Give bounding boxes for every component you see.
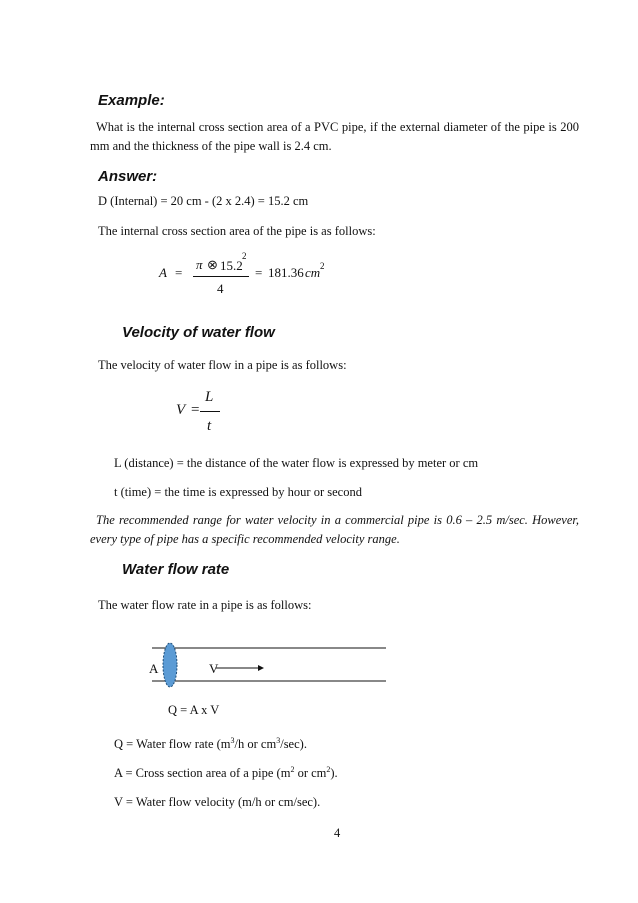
velocity-formula-equals: = <box>191 402 200 418</box>
area-formula-unit: cm <box>305 265 321 280</box>
flow-rate-def-v: V = Water flow velocity (m/h or cm/sec). <box>114 795 321 809</box>
pipe-diagram-graphic <box>140 640 390 690</box>
area-formula-equals: = <box>175 265 183 280</box>
velocity-def-time: t (time) = the time is expressed by hour or second <box>114 485 362 499</box>
page-number: 4 <box>334 826 341 840</box>
velocity-intro: The velocity of water flow in a pipe is as follows: <box>98 358 347 372</box>
answer-internal-diameter: D (Internal) = 20 cm - (2 x 2.4) = 15.2 cm <box>98 194 309 208</box>
pipe-cross-section <box>163 643 177 687</box>
pipe-label-a: A <box>149 661 159 676</box>
area-formula-pi: π <box>196 257 203 272</box>
velocity-def-distance: L (distance) = the distance of the water flow is expressed by meter or cm <box>114 456 479 470</box>
area-formula-result: 181.36 <box>268 265 304 280</box>
area-formula-unit-exponent: 2 <box>320 261 325 271</box>
flow-rate-heading: Water flow rate <box>122 561 230 578</box>
flow-rate-intro: The water flow rate in a pipe is as follows: <box>98 598 312 612</box>
area-formula-value: 15.2 <box>220 258 243 273</box>
velocity-arrow-head <box>258 665 264 671</box>
area-formula-op: ⊗ <box>207 257 218 272</box>
velocity-formula-denominator: t <box>207 418 212 434</box>
area-formula-lhs: A <box>159 265 167 280</box>
velocity-formula-lhs: V <box>176 402 186 418</box>
answer-heading: Answer: <box>98 168 158 185</box>
velocity-heading: Velocity of water flow <box>122 324 275 341</box>
flow-rate-def-q: Q = Water flow rate ($m^3/h$ or $cm^3/\sec$). <box>114 735 307 751</box>
area-formula-equals-2: = <box>255 265 263 280</box>
example-question: What is the internal cross section area of a PVC pipe, if the external diameter of the pipe is 200 mm and the thickness of the pipe wall is 2.4 cm. <box>90 120 579 153</box>
flow-rate-equation: Q = A x V <box>168 703 220 717</box>
area-formula-fraction-bar <box>193 276 249 277</box>
velocity-formula-numerator: L <box>205 389 214 405</box>
velocity-formula-fraction-bar <box>200 411 220 412</box>
velocity-note: The recommended range for water velocity in a commercial pipe is 0.6 – 2.5 m/sec. However, every type of pipe has a specific recommended velocity range. <box>90 513 579 546</box>
area-formula-exponent: 2 <box>242 251 247 261</box>
area-formula-denominator: 4 <box>217 281 224 296</box>
answer-area-intro: The internal cross section area of the pipe is as follows: <box>98 224 376 238</box>
example-heading: Example: <box>98 92 165 109</box>
pipe-label-v: V <box>209 661 219 676</box>
flow-rate-def-a: A = Cross section area of a pipe ($m^2$ or $cm^2$). <box>114 764 338 780</box>
